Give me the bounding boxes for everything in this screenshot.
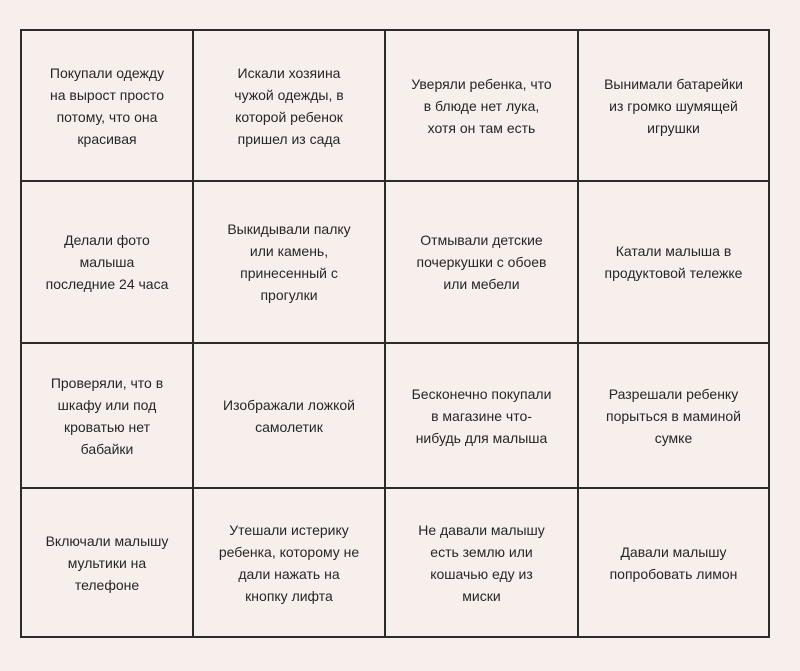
bingo-cell-text: Катали малыша в продуктовой тележке xyxy=(604,243,743,281)
bingo-cell-r1c1 xyxy=(22,31,194,182)
bingo-cell-r2c3 xyxy=(386,182,579,344)
bingo-cell-r3c4 xyxy=(579,344,768,489)
bingo-cell-text: Уверяли ребенка, что в блюде нет лука, хотя он там есть xyxy=(411,75,552,136)
bingo-grid xyxy=(20,29,770,638)
bingo-cell-r2c4 xyxy=(579,182,768,344)
bingo-cell-r3c3 xyxy=(386,344,579,489)
bingo-cell-r2c1 xyxy=(22,182,194,344)
bingo-cell-r1c4 xyxy=(579,31,768,182)
bingo-cell-text: Выкидывали палку или камень, принесенный с прогулки xyxy=(227,221,351,303)
bingo-cell-text: Не давали малышу есть землю или кошачью еду из миски xyxy=(418,521,545,604)
bingo-cell-r1c3 xyxy=(386,31,579,182)
bingo-cell-text: Отмывали детские почеркушки с обоев или мебели xyxy=(416,232,547,292)
bingo-cell-r2c2 xyxy=(194,182,386,344)
bingo-cell-r3c2 xyxy=(194,344,386,489)
bingo-cell-r3c1 xyxy=(22,344,194,489)
bingo-cell-r4c2 xyxy=(194,489,386,636)
bingo-cell-text: Давали малышу попробовать лимон xyxy=(609,543,738,582)
bingo-cell-text: Изображали ложкой самолетик xyxy=(223,396,355,435)
bingo-cell-text: Вынимали батарейки из громко шумящей игрушки xyxy=(604,75,743,136)
bingo-cell-text: Бесконечно покупали в магазине что- нибудь для малыша xyxy=(411,385,552,446)
bingo-cell-text: Проверяли, что в шкафу или под кроватью нет бабайки xyxy=(50,374,164,457)
bingo-cell-text: Утешали истерику ребенка, которому не дали нажать на кнопку лифта xyxy=(218,521,360,604)
bingo-cell-r4c3 xyxy=(386,489,579,636)
bingo-cell-text: Делали фото малыша последние 24 часа xyxy=(45,232,169,292)
bingo-cell-text: Включали малышу мультики на телефоне xyxy=(45,532,169,593)
bingo-cell-text: Искали хозяина чужой одежды, в которой ребенок пришел из сада xyxy=(234,64,344,147)
bingo-cell-r4c4 xyxy=(579,489,768,636)
bingo-cell-text: Разрешали ребенку порыться в маминой сумке xyxy=(606,385,741,446)
bingo-cell-text: Покупали одежду на вырост просто потому, что она красивая xyxy=(49,64,165,147)
bingo-cell-r4c1 xyxy=(22,489,194,636)
bingo-cell-r1c2 xyxy=(194,31,386,182)
